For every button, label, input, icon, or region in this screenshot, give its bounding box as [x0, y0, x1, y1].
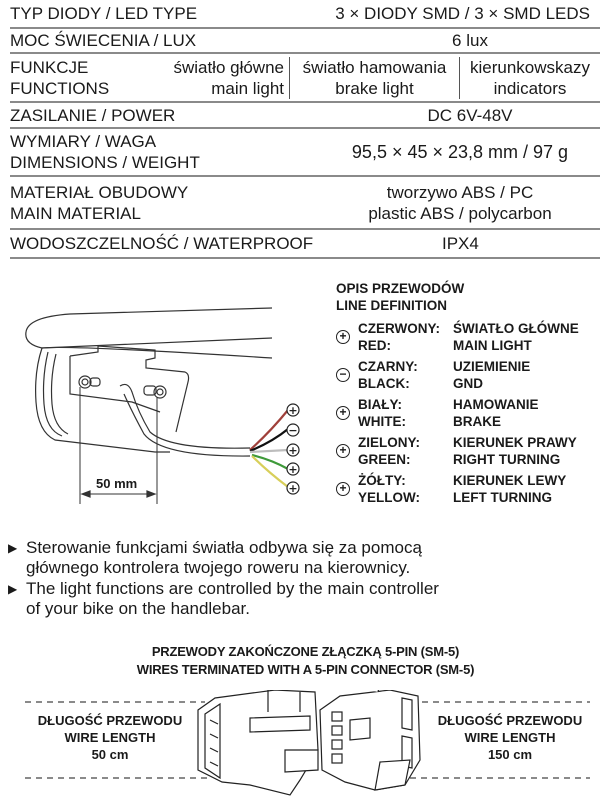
- wire-green: [336, 434, 606, 468]
- spec-value: 95,5 × 45 × 23,8 mm / 97 g: [351, 141, 569, 162]
- svg-text:+: +: [288, 444, 298, 457]
- spec-label-pl: FUNKCJE: [10, 57, 89, 77]
- spec-label: WODOSZCZELNOŚĆ / WATERPROOF: [10, 234, 314, 253]
- spec-label: MOC ŚWIECENIA / LUX: [10, 31, 197, 50]
- wire-function: KIERUNEK LEWY LEFT TURNING: [453, 473, 567, 505]
- wire-function: UZIEMIENIE GND: [453, 359, 531, 391]
- svg-text:+: +: [288, 463, 298, 476]
- wire-length-value: 150 cm: [487, 747, 533, 762]
- light-housing-illustration: [0, 282, 320, 512]
- wire-red: [336, 320, 606, 354]
- spec-row-material: [10, 177, 600, 230]
- function-pl: światło główne: [173, 57, 284, 77]
- note-en: [8, 579, 608, 619]
- spec-row-power: [10, 103, 600, 129]
- wire-length-label-en: WIRE LENGTH: [64, 730, 156, 745]
- legend-title: [336, 280, 606, 314]
- plus-icon: +: [336, 405, 358, 421]
- spec-label-pl: WYMIARY / WAGA: [10, 132, 157, 151]
- wire-white: [336, 396, 606, 430]
- spec-value-en: plastic ABS / polycarbon: [368, 203, 552, 223]
- svg-text:+: +: [288, 404, 298, 417]
- connector-title-en: WIRES TERMINATED WITH A 5-PIN CONNECTOR (SM-5): [136, 662, 475, 677]
- function-en: main light: [211, 78, 284, 98]
- spec-label: [10, 57, 150, 99]
- spec-value-pl: tworzywo ABS / PC: [386, 182, 534, 202]
- spec-label-en: DIMENSIONS / WEIGHT: [10, 153, 200, 172]
- spec-label-en: FUNCTIONS: [10, 78, 110, 98]
- spec-table: [10, 0, 600, 259]
- spec-value: [320, 182, 600, 224]
- plus-icon: +: [336, 481, 358, 497]
- spec-row-waterproof: [10, 230, 600, 259]
- function-pl: światło hamowania: [302, 57, 447, 77]
- spec-label: ZASILANIE / POWER: [10, 105, 176, 125]
- wire-black: [336, 358, 606, 392]
- function-indicators: [460, 57, 600, 99]
- wire-length-right: [420, 712, 600, 763]
- connector-title-pl: PRZEWODY ZAKOŃCZONE ZŁĄCZKĄ 5-PIN (SM-5): [151, 644, 460, 659]
- note-line: of your bike on the handlebar.: [26, 599, 250, 618]
- wire-length-label-pl: DŁUGOŚĆ PRZEWODU: [437, 713, 583, 728]
- legend-title-en: LINE DEFINITION: [336, 298, 447, 313]
- wire-length-value: 50 cm: [91, 747, 129, 762]
- wire-color-name: CZARNY: BLACK:: [358, 359, 418, 391]
- svg-text:−: −: [288, 424, 298, 437]
- wire-yellow: [336, 472, 606, 506]
- note-line: The light functions are controlled by the main controller: [26, 579, 439, 598]
- function-pl: kierunkowskazy: [470, 57, 590, 77]
- spec-row-functions: [10, 54, 600, 103]
- dimension-label: 50 mm: [96, 476, 138, 491]
- note-line: głównego kontrolera twojego roweru na kierownicy.: [26, 558, 411, 577]
- triangle-bullet-icon: ▶: [8, 582, 18, 596]
- wire-color-name: ZIELONY: GREEN:: [358, 435, 420, 467]
- light-mount-diagram: [0, 282, 320, 512]
- connector-section: [0, 690, 611, 800]
- spec-value: 3 × DIODY SMD / 3 × SMD LEDS: [335, 4, 590, 23]
- spec-label: TYP DIODY / LED TYPE: [10, 4, 198, 23]
- function-brake-light: [290, 57, 460, 99]
- connector-title: [0, 643, 611, 679]
- usage-notes: [8, 538, 608, 620]
- function-main-light: [150, 57, 290, 99]
- plus-icon: +: [336, 443, 358, 459]
- wire-function: KIERUNEK PRAWY RIGHT TURNING: [453, 435, 577, 467]
- spec-label: [10, 131, 320, 173]
- spec-value: IPX4: [442, 234, 479, 253]
- spec-row-dimensions: [10, 129, 600, 177]
- wire-color-name: CZERWONY: RED:: [358, 321, 440, 353]
- minus-icon: −: [336, 367, 358, 383]
- function-en: brake light: [335, 78, 414, 98]
- spec-row-lux: [10, 29, 600, 54]
- spec-row-led-type: [10, 0, 600, 29]
- spec-label-pl: MATERIAŁ OBUDOWY: [10, 182, 189, 202]
- wire-color-name: ŻÓŁTY: YELLOW:: [358, 473, 420, 505]
- wire-function: ŚWIATŁO GŁÓWNE MAIN LIGHT: [453, 321, 579, 353]
- wire-length-label-pl: DŁUGOŚĆ PRZEWODU: [37, 713, 183, 728]
- wire-length-left: [20, 712, 200, 763]
- plus-icon: +: [336, 329, 358, 345]
- spec-value: 6 lux: [452, 31, 488, 50]
- wire-function: HAMOWANIE BRAKE: [453, 397, 539, 429]
- note-line: Sterowanie funkcjami światła odbywa się za pomocą: [26, 538, 422, 557]
- triangle-bullet-icon: ▶: [8, 541, 18, 555]
- wire-legend: [336, 280, 606, 510]
- wire-length-label-en: WIRE LENGTH: [464, 730, 556, 745]
- functions-list: [150, 57, 600, 99]
- svg-text:+: +: [288, 482, 298, 495]
- spec-label: [10, 182, 320, 224]
- note-pl: [8, 538, 608, 578]
- function-en: indicators: [493, 78, 567, 98]
- spec-value: DC 6V-48V: [427, 105, 513, 125]
- wire-color-name: BIAŁY: WHITE:: [358, 397, 406, 429]
- spec-label-en: MAIN MATERIAL: [10, 203, 141, 223]
- legend-title-pl: OPIS PRZEWODÓW: [336, 281, 465, 296]
